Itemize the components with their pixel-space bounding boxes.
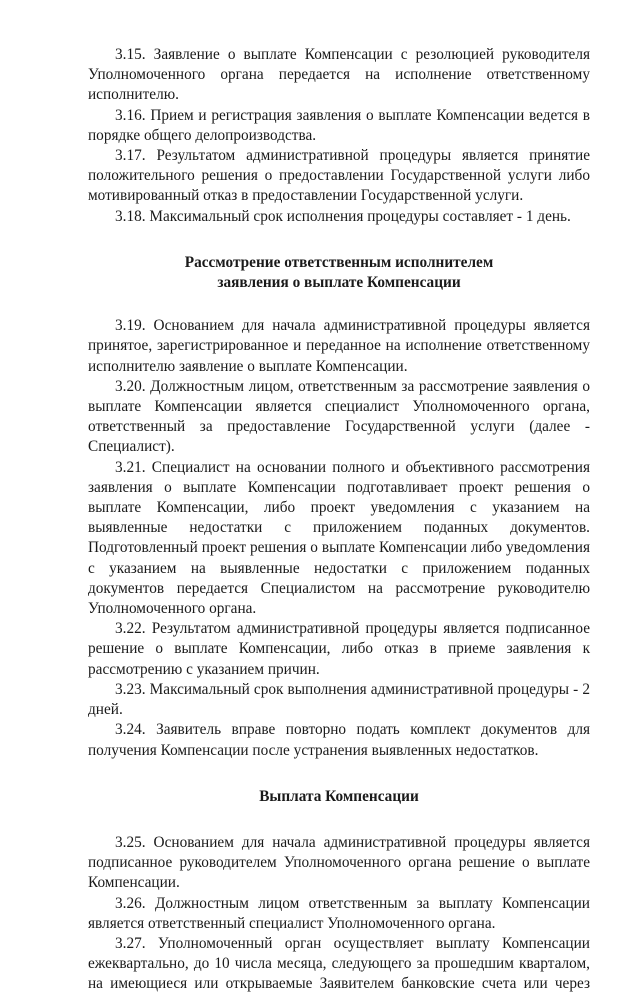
paragraph-3-21: 3.21. Специалист на основании полного и объективного рассмотрения заявления о выплате Компенсации подготавливает проект решения о выплате Компенсации, либо проект уведомления с указанием на выявленные недостатки с приложением поданных документов. Подготовленный проект решения о выплате Компенсации либо уведомления с указанием на выявленные недостатки с приложением поданных документов передается Специалистом на рассмотрение руководителю Уполномоченного органа. <box>88 458 590 618</box>
document-body <box>88 45 590 995</box>
paragraph-3-18: 3.18. Максимальный срок исполнения процедуры составляет - 1 день. <box>115 207 571 225</box>
paragraph-3-19: 3.19. Основанием для начала административной процедуры является принятое, зарегистрированное и переданное на исполнение ответственному исполнителю заявление о выплате Компенсации. <box>88 317 590 375</box>
paragraph-3-24: 3.24. Заявитель вправе повторно подать комплект документов для получения Компенсации после устранения выявленных недостатков. <box>88 721 590 759</box>
paragraph-3-26: 3.26. Должностным лицом ответственным за выплату Компенсации является ответственный специалист Уполномоченного органа. <box>88 894 590 932</box>
paragraph-3-25: 3.25. Основанием для начала административной процедуры является подписанное руководителем Уполномоченного органа решение о выплате Компенсации. <box>88 833 590 892</box>
section-heading-review-line2: заявления о выплате Компенсации <box>217 274 461 292</box>
section-heading-review <box>88 253 590 293</box>
paragraph-3-17: 3.17. Результатом административной процедуры является принятие положительного решения о предоставлении Государственной услуги либо мотивированный отказ в предоставлении Государственной услуги. <box>88 147 590 205</box>
paragraph-3-23: 3.23. Максимальный срок выполнения административной процедуры - 2 дней. <box>88 680 590 719</box>
paragraph-3-22: 3.22. Результатом административной процедуры является подписанное решение о выплате Компенсации, либо отказ в приеме заявления к рассмотрению с указанием причин. <box>88 620 590 678</box>
section-heading-review-line1: Рассмотрение ответственным исполнителем <box>184 253 494 271</box>
section-heading-payment: Выплата Компенсации <box>259 787 419 805</box>
paragraph-3-20: 3.20. Должностным лицом, ответственным за рассмотрение заявления о выплате Компенсации является специалист Уполномоченного органа, ответственный за предоставление Государственной услуги (далее - Специалист). <box>88 377 590 456</box>
paragraph-3-15: 3.15. Заявление о выплате Компенсации с резолюцией руководителя Уполномоченного органа передается на исполнение ответственному исполнителю. <box>88 46 590 104</box>
paragraph-3-27: 3.27. Уполномоченный орган осуществляет выплату Компенсации ежеквартально, до 10 числа месяца, следующего за прошедшим кварталом, на имеющиеся или открываемые Заявителем банковские счета или через <box>88 934 590 993</box>
paragraph-3-16: 3.16. Прием и регистрация заявления о выплате Компенсации ведется в порядке общего делопроизводства. <box>88 106 590 144</box>
